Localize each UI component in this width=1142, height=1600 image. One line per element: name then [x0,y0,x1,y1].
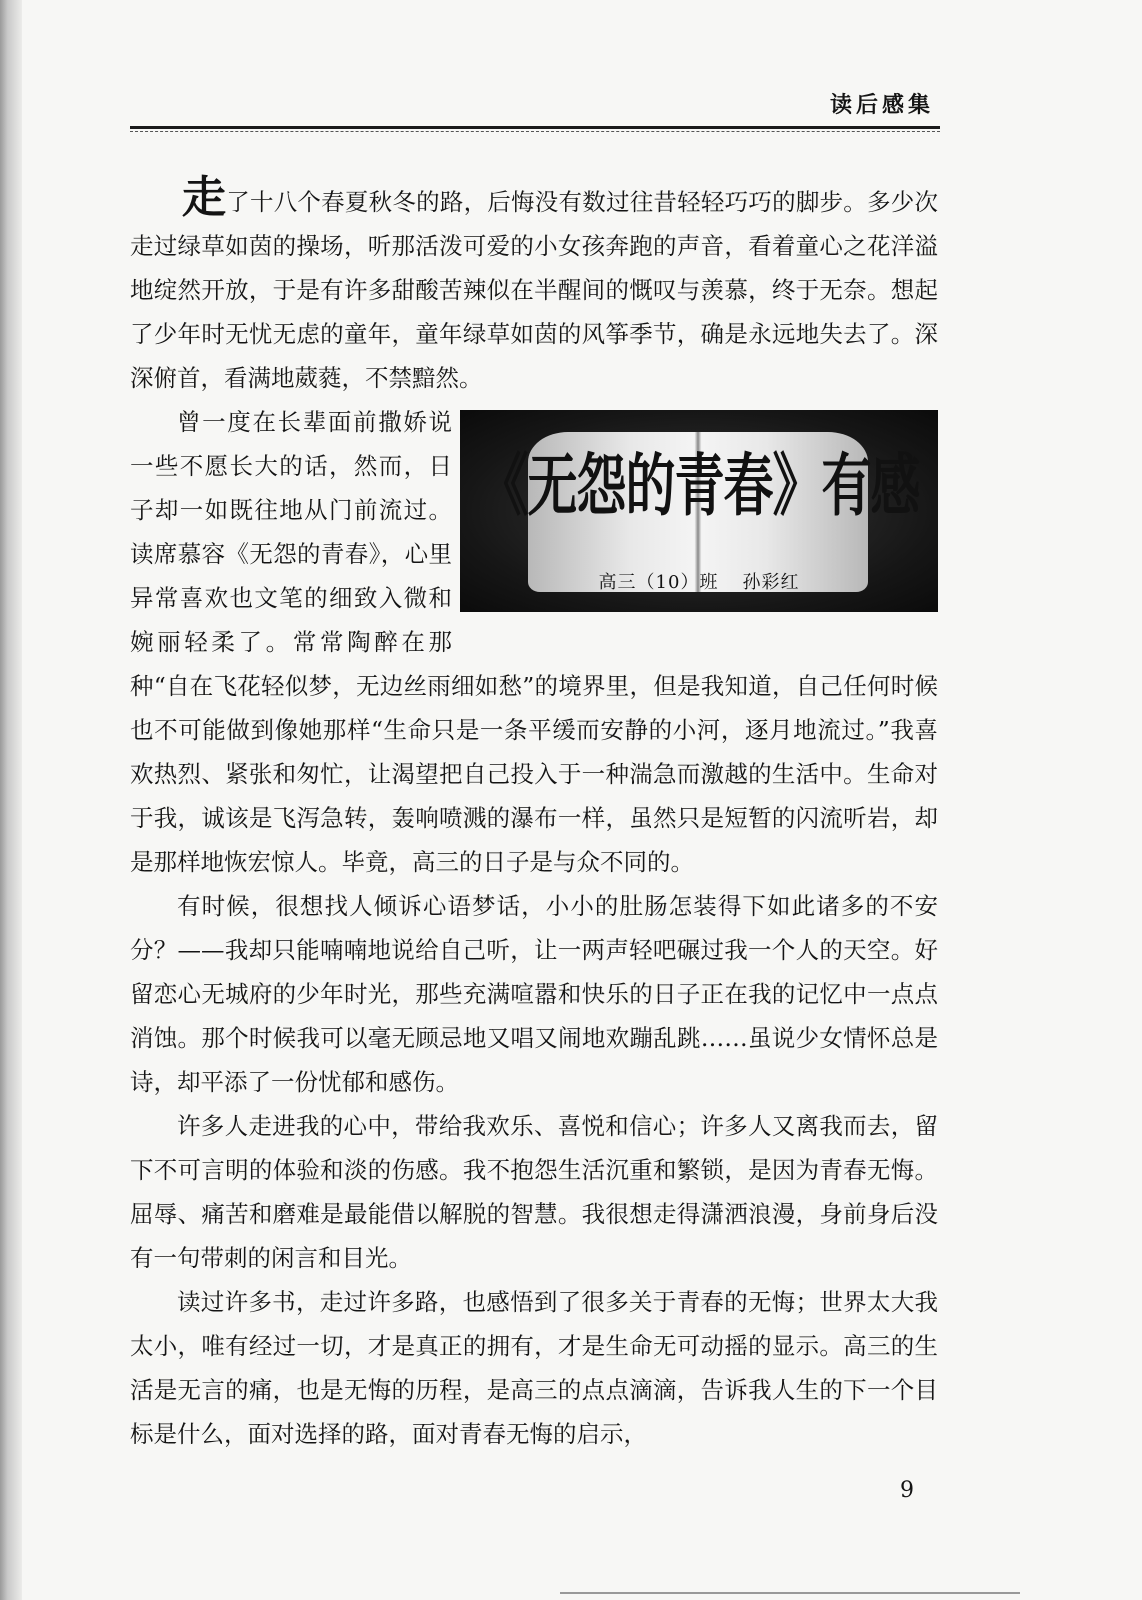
header-rule [130,126,940,129]
header-rule-dashed [130,131,940,132]
paragraph-2: 曾一度在长辈面前撒娇说一些不愿长大的话，然而，日子却一如既往地从门前流过。读席慕容《无怨的青春》，心里异常喜欢也文笔的细致入微和婉丽轻柔了。常常陶醉在那种“自在飞花轻似梦，无边丝雨细如愁”的境界里，但是我知道，自己任何时候也不可能做到像她那样“生命只是一条平缓而安静的小河，逐月地流过。”我喜欢热烈、紧张和匆忙，让渴望把自己投入于一种湍急而激越的生活中。生命对于我，诚该是飞泻急转，轰响喷溅的瀑布一样，虽然只是短暂的闪流听岩，却是那样地恢宏惊人。毕竟，高三的日子是与众不同的。 [130,408,938,876]
page-number: 9 [900,1478,914,1503]
byline-class: 高三（10）班 [598,572,719,593]
article-body [130,172,939,1456]
paragraph-1 [130,172,939,400]
running-header-title: 读后感集 [829,92,934,118]
paragraph-1-text: 了十八个春夏秋冬的路，后悔没有数过往昔轻轻巧巧的脚步。多少次走过绿草如茵的操场，听那活泼可爱的小女孩奔跑的声音，看着童心之花洋溢地绽然开放，于是有许多甜酸苦辣似在半醒间的慨叹与羡慕，终于无奈。想起了少年时无忧无虑的童年，童年绿草如茵的风筝季节，确是永远地失去了。深深俯首，看满地葳蕤，不禁黯然。 [130,188,939,392]
article-title: 《无怨的青春》有感 [478,446,920,526]
drop-cap: 走 [182,172,227,223]
scan-bottom-edge [560,1592,1020,1594]
paragraph-5: 读过许多书，走过许多路，也感悟到了很多关于青春的无悔；世界太大我太小，唯有经过一切，才是真正的拥有，才是生命无可动摇的显示。高三的生活是无言的痛，也是无悔的历程，是高三的点点滴滴，告诉我人生的下一个目标是什么，面对选择的路，面对青春无悔的启示， [130,1288,938,1448]
paragraph-3: 有时候，很想找人倾诉心语梦话，小小的肚肠怎装得下如此诸多的不安分？——我却只能喃喃地说给自己听，让一两声轻吧碾过我一个人的天空。好留恋心无城府的少年时光，那些充满喧嚣和快乐的日子正在我的记忆中一点点消蚀。那个时候我可以毫无顾忌地又唱又闹地欢蹦乱跳……虽说少女情怀总是诗，却平添了一份忧郁和感伤。 [130,892,938,1096]
title-graphic [460,410,938,612]
paragraph-4: 许多人走进我的心中，带给我欢乐、喜悦和信心；许多人又离我而去，留下不可言明的体验和淡的伤感。我不抱怨生活沉重和繁锁，是因为青春无悔。屈辱、痛苦和磨难是最能借以解脱的智慧。我很想走得潇洒浪漫，身前身后没有一句带刺的闲言和目光。 [130,1112,938,1272]
byline [460,572,938,594]
scan-shadow-edge [0,0,22,1600]
byline-author: 孙彩红 [742,572,800,593]
